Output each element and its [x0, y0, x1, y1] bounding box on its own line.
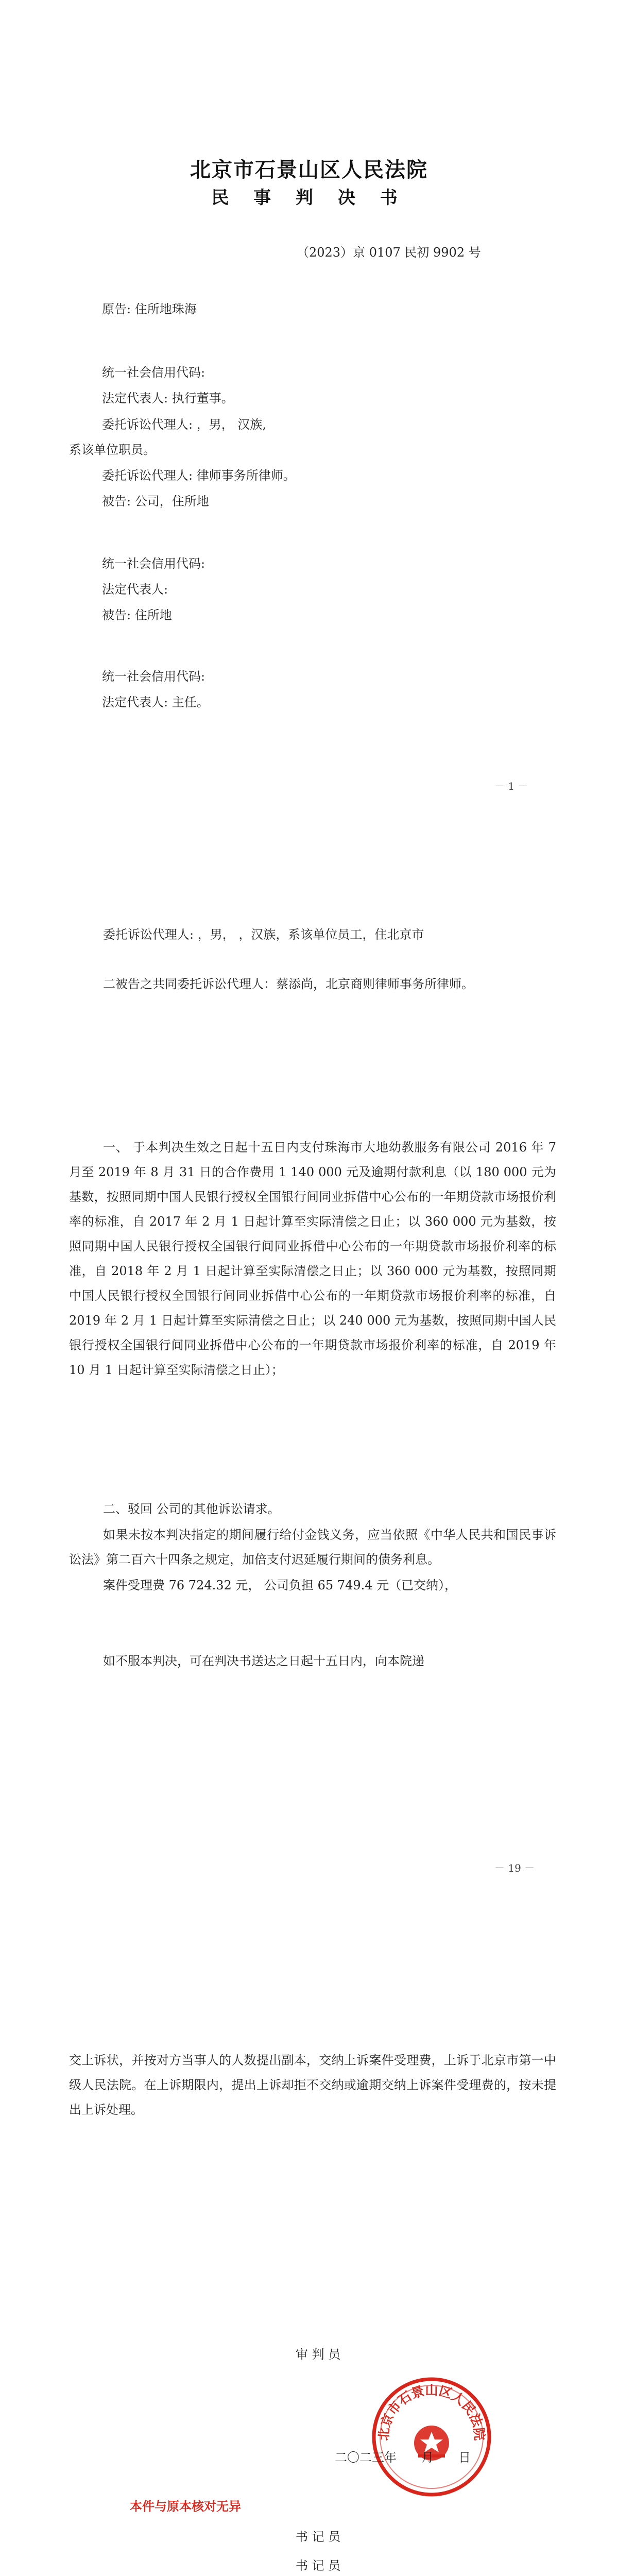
court-seal — [370, 2375, 493, 2499]
plaintiff-agent-1: 委托诉讼代理人: ，男， 汉族, — [102, 417, 266, 432]
judgment-date: 二〇二三年 月 日 — [335, 2450, 471, 2465]
defendant-1-legal-rep: 法定代表人: — [102, 582, 168, 597]
delay-interest-notice: 如果未按本判决指定的期间履行给付金钱义务，应当依照《中华人民共和国民事诉讼法》第二百六十四条之规定，加倍支付迟延履行期间的债务利息。 — [69, 1528, 556, 1567]
case-fee-paragraph: 案件受理费 76 724.32 元， 公司负担 65 749.4 元（已交纳）， — [103, 1578, 457, 1592]
defendant-1-line: 被告: 公司，住所地 — [102, 494, 209, 509]
judge-signature: 审 判 员 — [296, 2347, 341, 2362]
defendant-2-legal-rep: 法定代表人: 主任。 — [102, 695, 209, 709]
verified-copy-note: 本件与原本核对无异 — [130, 2499, 241, 2514]
page-number-1: － 1 － — [494, 780, 528, 792]
defendant-2-line: 被告: 住所地 — [102, 608, 172, 622]
court-name: 北京市石景山区人民法院 — [190, 158, 428, 182]
clerk-signature-2: 书 记 员 — [296, 2558, 341, 2573]
page2-joint-agent-paragraph: 二被告之共同委托诉讼代理人：蔡添尚，北京商则律师事务所律师。 — [103, 977, 474, 991]
case-number: （2023）京 0107 民初 9902 号 — [297, 245, 481, 260]
appeal-notice-continued: 交上诉状，并按对方当事人的人数提出副本，交纳上诉案件受理费，上诉于北京市第一中级人民法院。在上诉期限内，提出上诉却拒不交纳或逾期交纳上诉案件受理费的，按未提出上诉处理。 — [69, 2053, 556, 2117]
defendant-2-credit-code: 统一社会信用代码: — [102, 669, 205, 684]
appeal-notice-start: 如不服本判决，可在判决书送达之日起十五日内，向本院递 — [103, 1654, 424, 1668]
judgment-item-1: 一、 于本判决生效之日起十五日内支付珠海市大地幼教服务有限公司 2016 年 7 月至 2019 年 8 月 31 日的合作费用 1 140 000 元及逾期付款利息（以 180 000 元为基数，按照同期中国人民银行授权全国银行间同业拆借中心公布的一年期贷款市场报价利率的标准，自 2017 年 2 月 1 日起计算至实际清偿之日止；以 360 000 元为基数，按照同期中国人民银行授权全国银行间同业拆借中心公布的一年期贷款市场报价利率的标准，自 2018 年 2 月 1 日起计算至实际清偿之日止；以 360 000 元为基数，按照同期中国人民银行授权全国银行间同业拆借中心公布的一年期贷款市场报价利率的标准，自 2019 年 2 月 1 日起计算至实际清偿之日止；以 240 000 元为基数，按照同期中国人民银行授权全国银行间同业拆借中心公布的一年期贷款市场报价利率的标准，自 2019 年 10 月 1 日起计算至实际清偿之日止）； — [69, 1140, 556, 1377]
plaintiff-credit-code: 统一社会信用代码: — [102, 365, 205, 380]
plaintiff-agent-1-cont: 系该单位职员。 — [69, 443, 156, 457]
judgment-item-2: 二、驳回 公司的其他诉讼请求。 — [103, 1502, 280, 1516]
seal-text: 北京市石景山区人民法院 — [376, 2382, 487, 2442]
defendant-1-credit-code: 统一社会信用代码: — [102, 556, 205, 571]
plaintiff-agent-2: 委托诉讼代理人: 律师事务所律师。 — [102, 468, 296, 483]
clerk-signature-1: 书 记 员 — [296, 2530, 341, 2544]
page2-agent-paragraph: 委托诉讼代理人: ，男， ，汉族，系该单位员工，住北京市 — [103, 927, 424, 942]
document-type: 民 事 判 决 书 — [211, 188, 407, 208]
plaintiff-line: 原告: 住所地珠海 — [102, 302, 197, 316]
page-number-19: － 19 － — [494, 1862, 535, 1874]
plaintiff-legal-rep: 法定代表人: 执行董事。 — [102, 391, 234, 405]
